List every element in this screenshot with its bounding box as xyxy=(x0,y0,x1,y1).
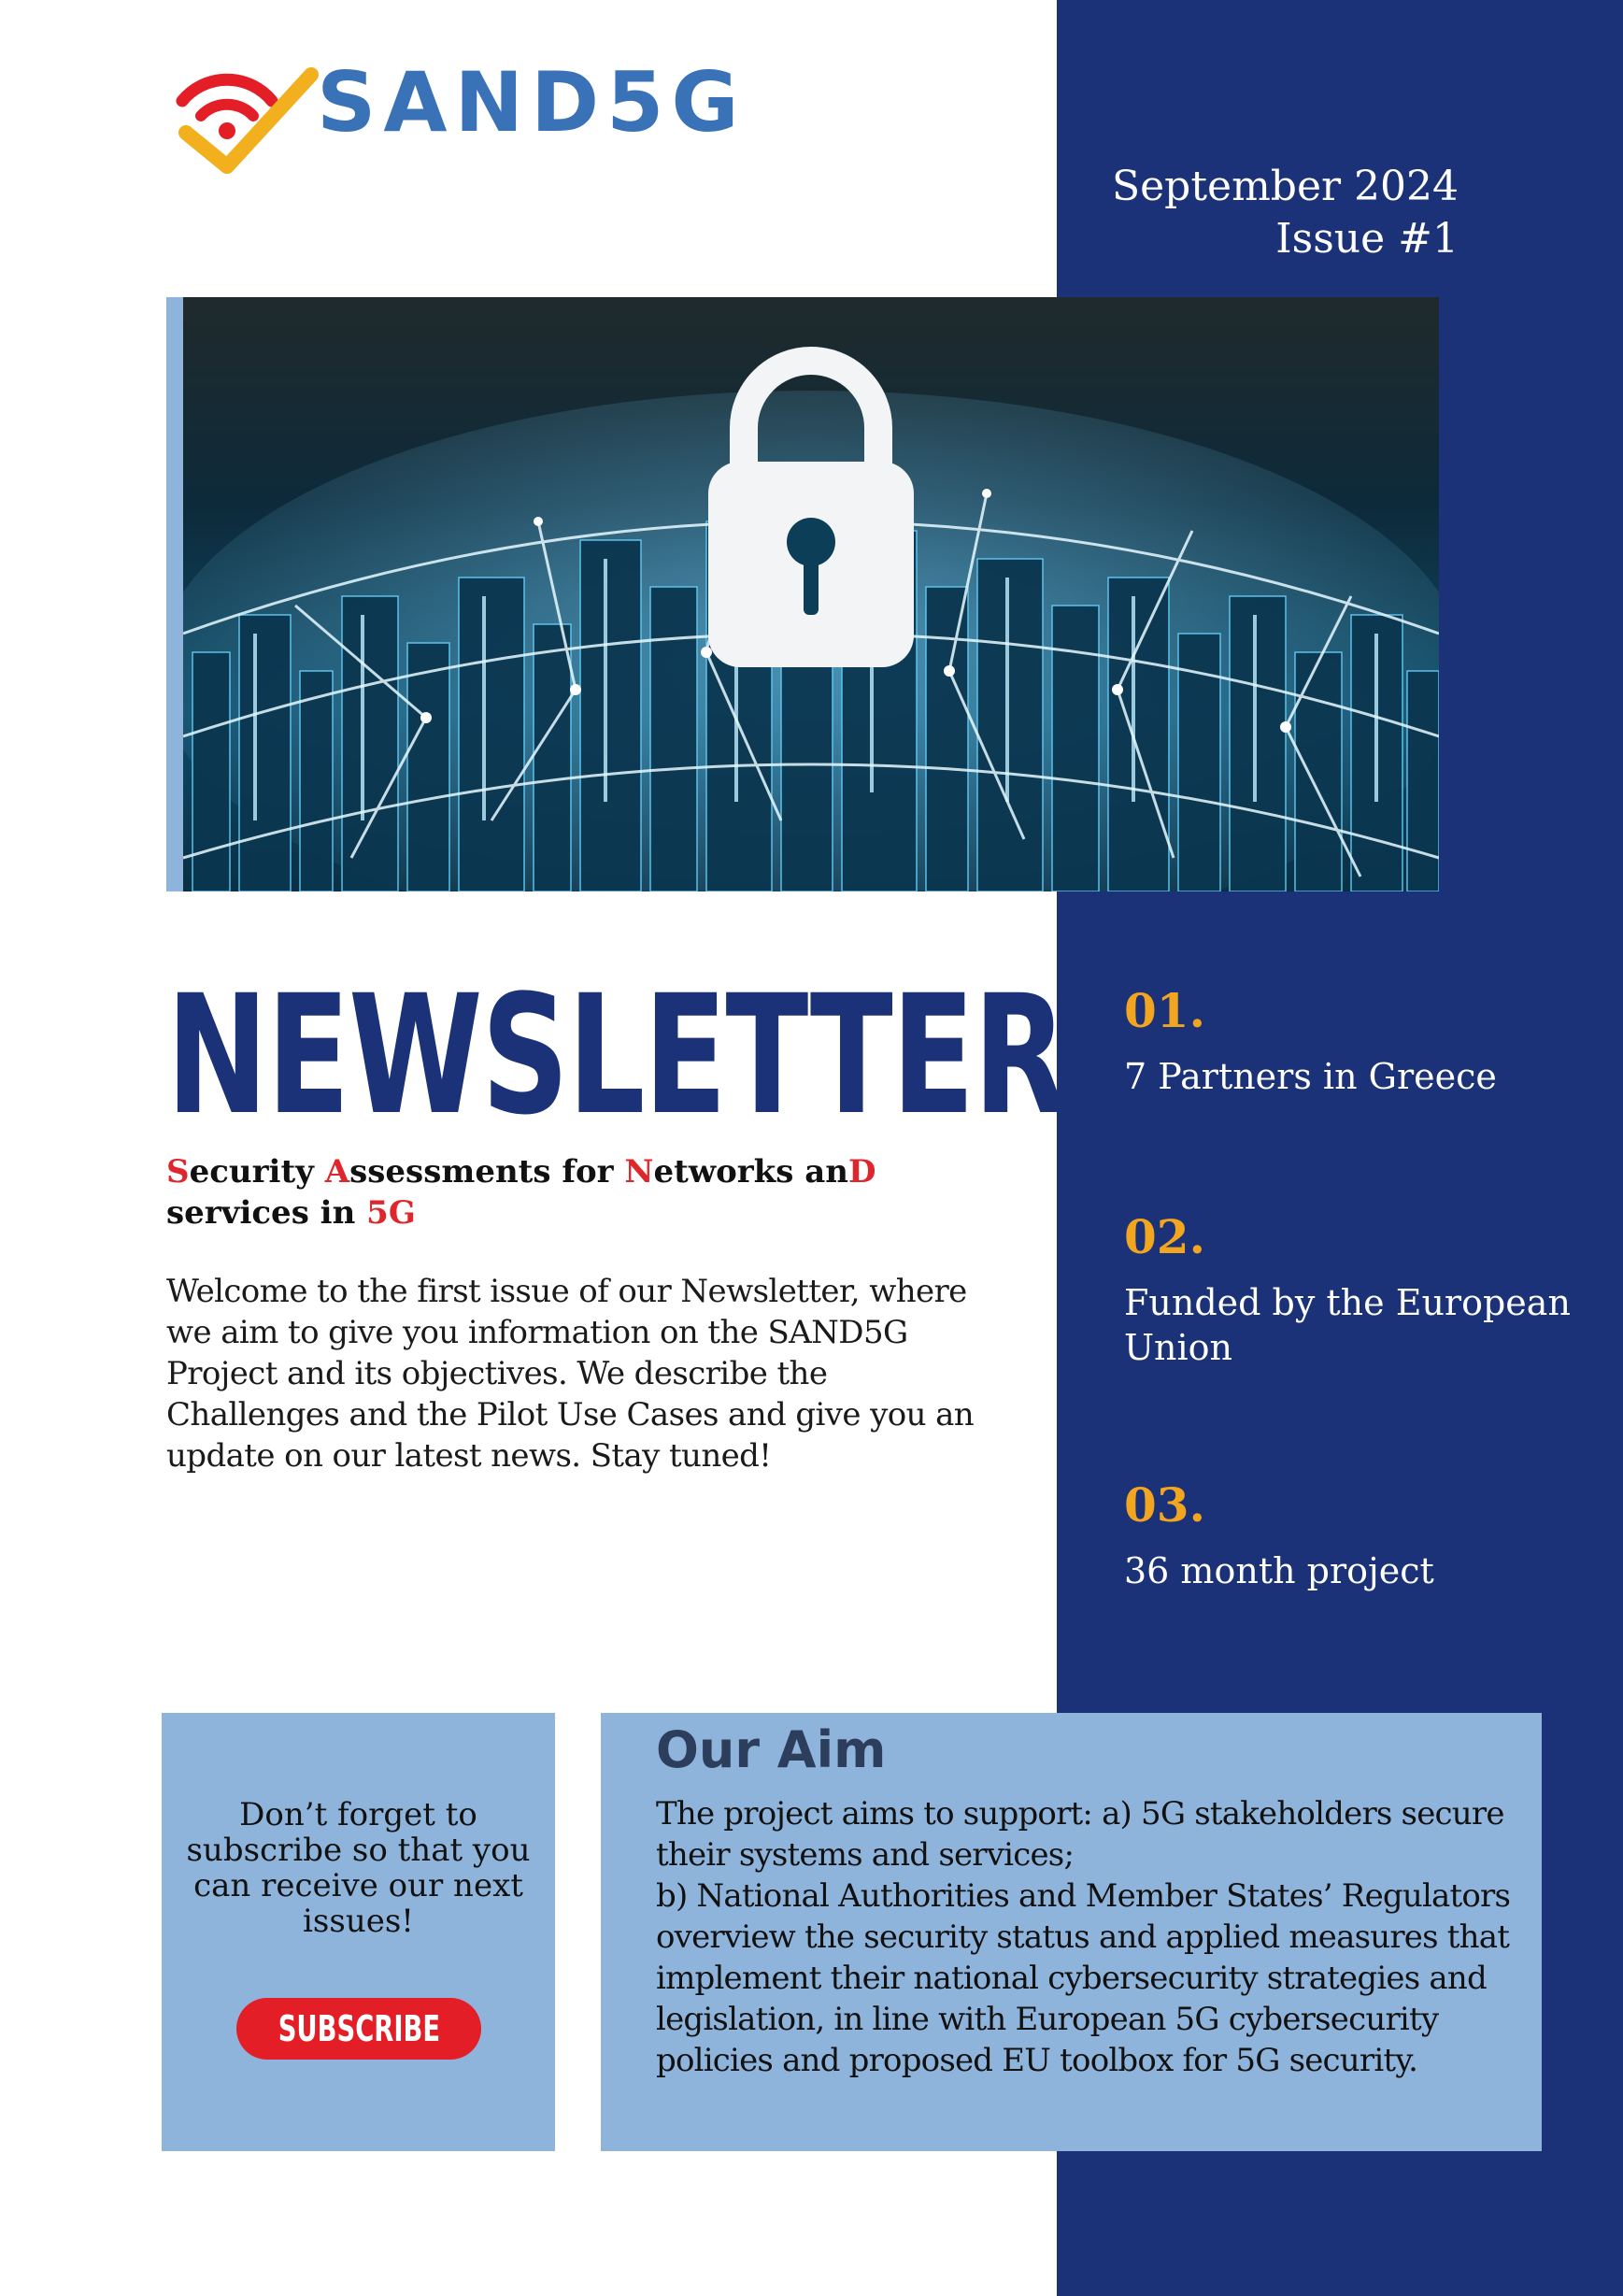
subscribe-button-label: SUBSCRIBE xyxy=(278,2008,440,2049)
wifi-check-logo-icon xyxy=(171,47,320,178)
subtitle-part: services in xyxy=(166,1194,367,1232)
point-number: 01. xyxy=(1124,983,1205,1038)
aim-title: Our Aim xyxy=(656,1720,887,1779)
aim-line-2: b) National Authorities and Member States’ Regulators overview the security status and applied measures that implement their national cybersecurity strategies and legislation, in line with European 5G cybersecurity policies and proposed EU toolbox for 5G security. xyxy=(656,1877,1511,2079)
issue-info xyxy=(1057,161,1459,265)
lock-network-city-image xyxy=(183,297,1439,891)
hero-image xyxy=(183,297,1439,891)
intro-paragraph: Welcome to the first issue of our Newsletter, where we aim to give you information on the SAND5G Project and its objectives. We describe the Challenges and the Pilot Use Cases and give you an update on our latest news. Stay tuned! xyxy=(166,1273,975,1475)
key-point-2 xyxy=(1124,1209,1591,1370)
sand5g-logo[interactable] xyxy=(171,47,747,178)
aim-box xyxy=(601,1713,1542,2151)
issue-date: September 2024 xyxy=(1112,163,1459,210)
subtitle-5g: 5G xyxy=(366,1194,416,1232)
subtitle-letter-d: D xyxy=(847,1153,876,1191)
newsletter-heading: NEWSLETTER xyxy=(166,960,1066,1151)
subtitle-part: ssessments for xyxy=(349,1153,625,1191)
subscribe-box xyxy=(162,1713,555,2151)
point-text: 7 Partners in Greece xyxy=(1124,1056,1497,1097)
subscribe-button[interactable] xyxy=(236,1998,481,2060)
issue-number: Issue #1 xyxy=(1275,215,1459,263)
hero-accent-bar xyxy=(166,297,183,891)
subtitle-letter-a: A xyxy=(324,1153,350,1191)
project-acronym-subtitle xyxy=(166,1151,933,1234)
point-text: Funded by the European Union xyxy=(1124,1282,1571,1368)
aim-text xyxy=(656,1793,1525,2081)
subtitle-part: ecurity xyxy=(189,1153,325,1191)
subtitle-part: etworks an xyxy=(653,1153,848,1191)
key-point-1 xyxy=(1124,983,1591,1099)
aim-line-1: The project aims to support: a) 5G stakeholders secure their systems and services; xyxy=(656,1795,1504,1874)
subtitle-letter-s: S xyxy=(166,1153,190,1191)
point-number: 03. xyxy=(1124,1477,1205,1533)
point-text: 36 month project xyxy=(1124,1550,1434,1591)
key-point-3 xyxy=(1124,1477,1591,1593)
point-number: 02. xyxy=(1124,1209,1205,1264)
subtitle-letter-n: N xyxy=(624,1153,654,1191)
logo-wordmark: SAND5G xyxy=(317,54,747,150)
subscribe-prompt: Don’t forget to subscribe so that you can receive our next issues! xyxy=(186,1796,531,1940)
